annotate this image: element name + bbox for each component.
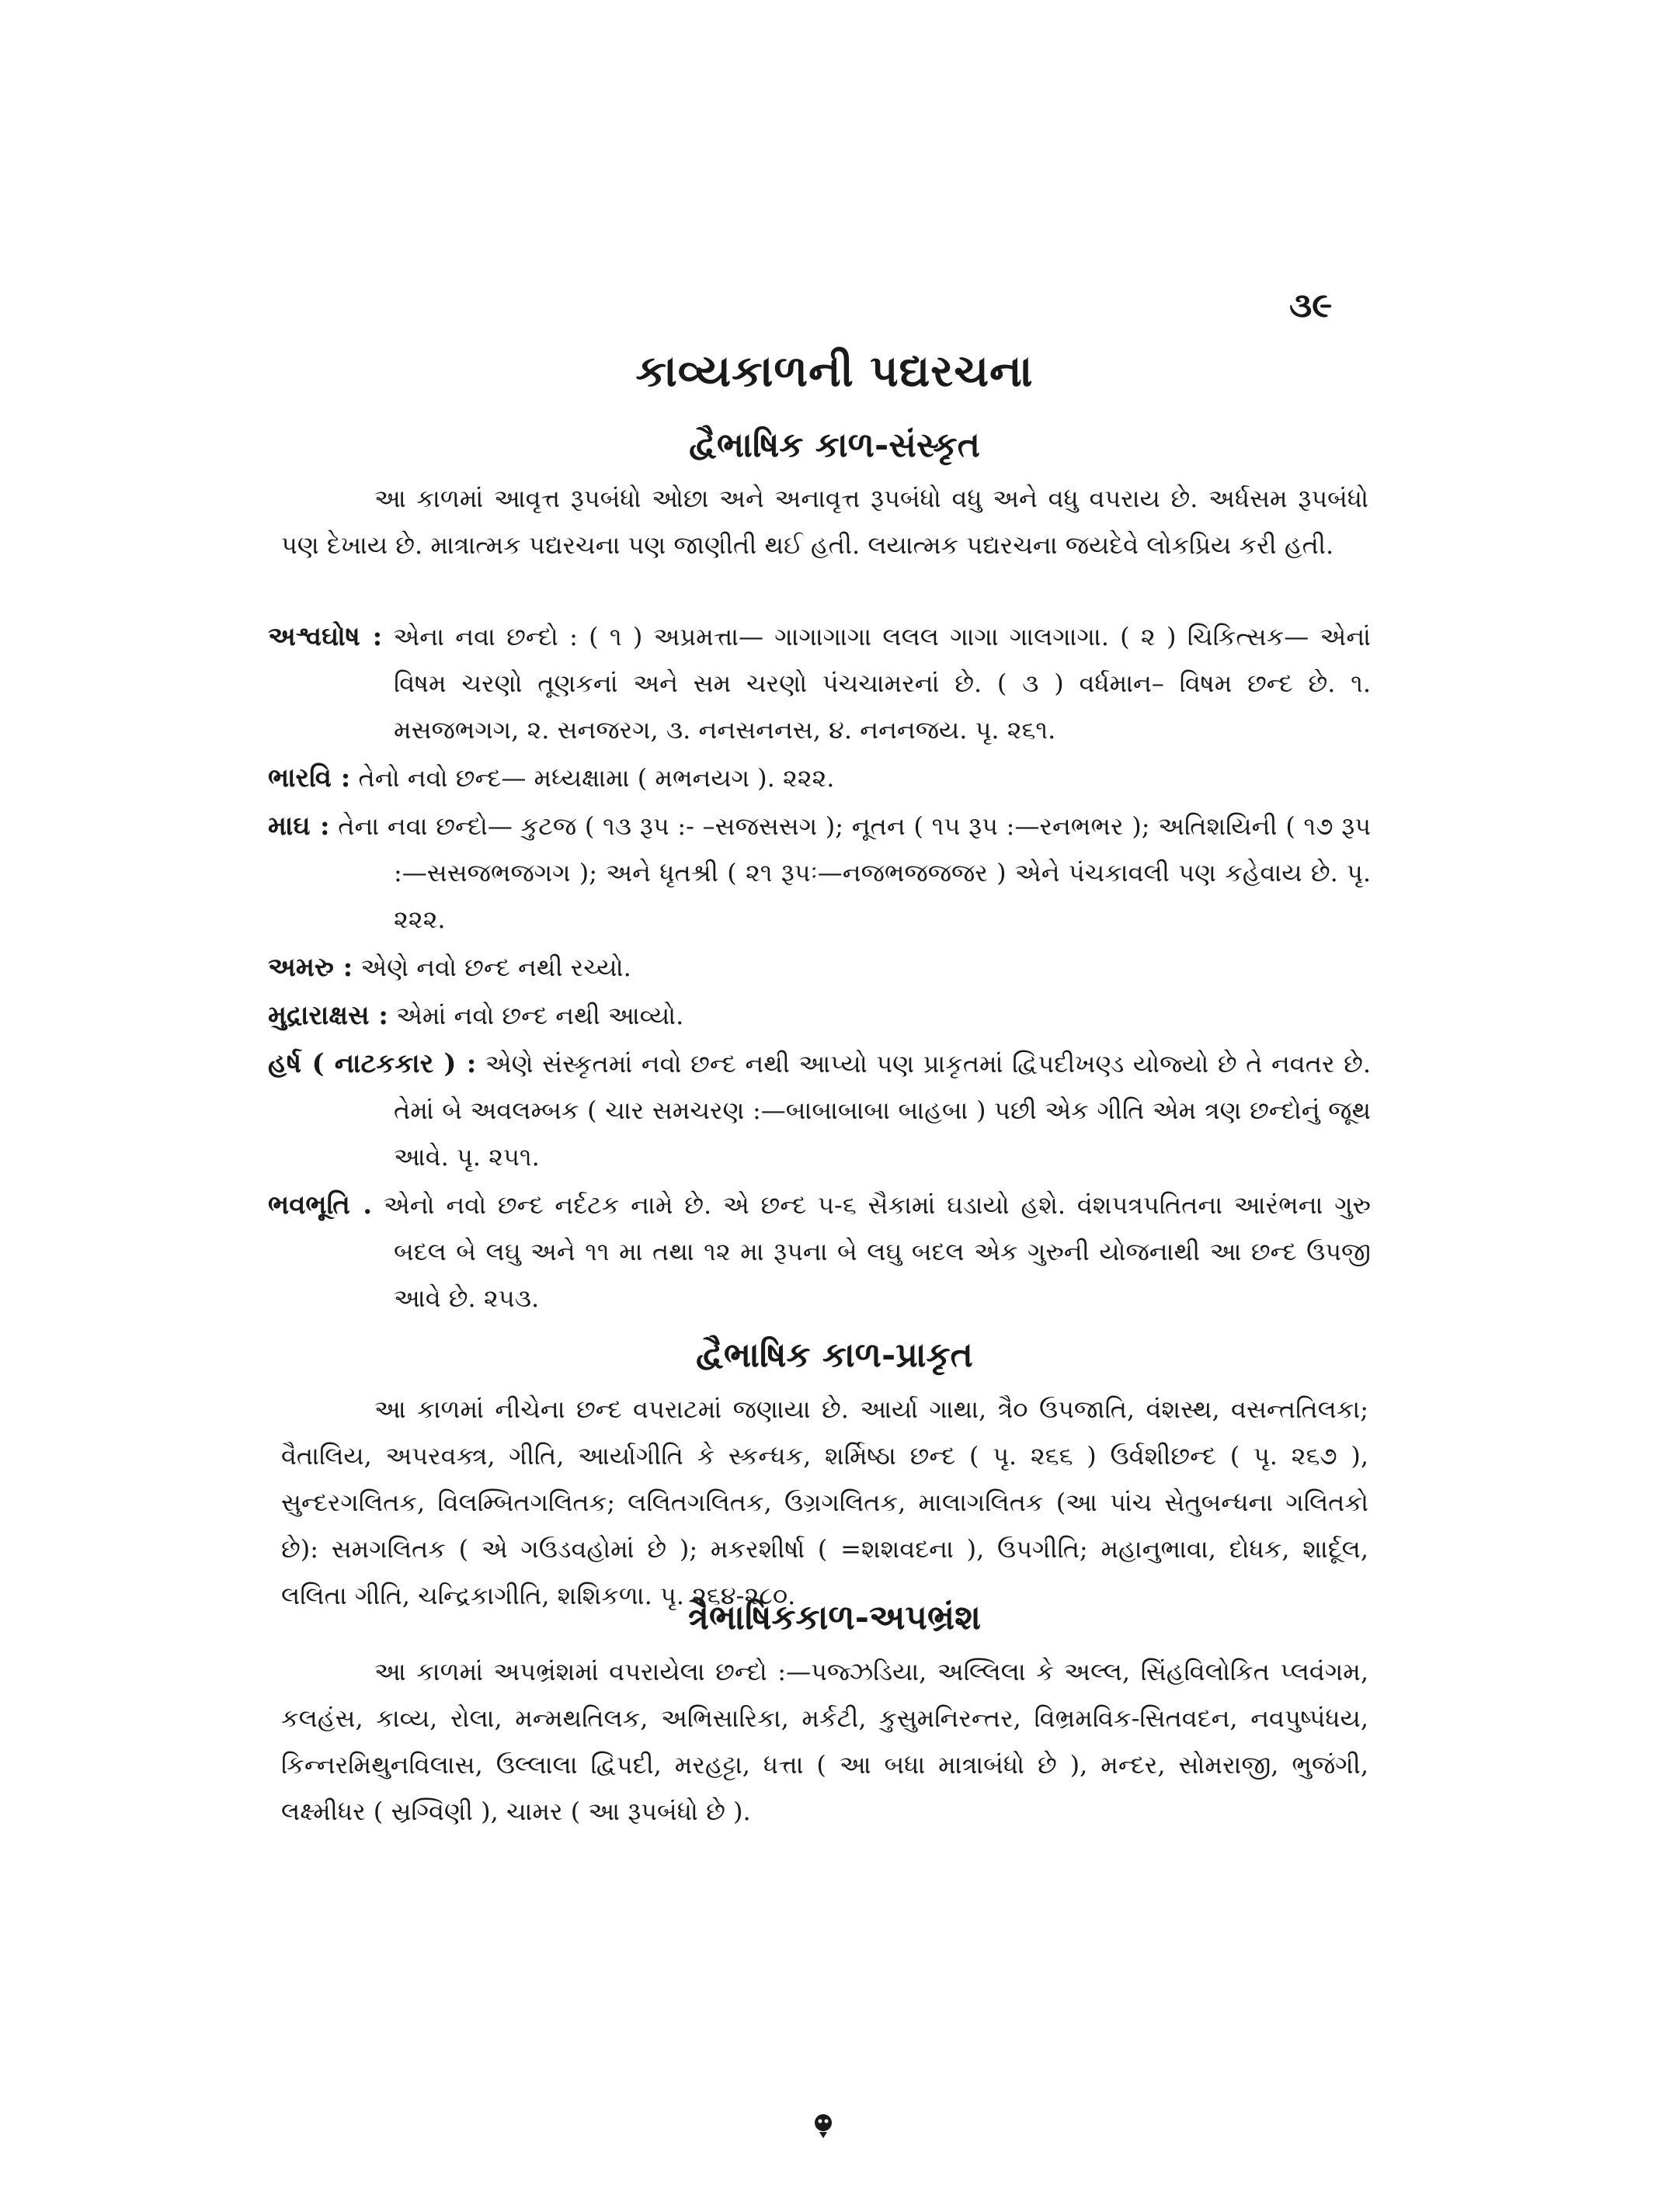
section-heading-sanskrit: દ્વૈભાષિક કાળ-સંસ્કૃત: [689, 425, 980, 465]
section-heading-apabhramsha: ત્રૈભાષિકકાળ-અપભ્રંશ: [687, 1598, 982, 1637]
entry-text: એનો નવો છન્દ નર્દટક નામે છે. એ છન્દ ૫-૬ સૈકામાં ઘડાયો હશે. વંશપત્રપતિતના આરંભના ગુરુ બદલ બે લઘુ અને ૧૧ મા તથા ૧૨ મા રૂપના બે લઘુ બદલ એક ગુરુની યોજનાથી આ છન્દ ઉપજી આવે છે. ૨૫૩.: [383, 1190, 1372, 1313]
entry-text: એના નવા છન્દો : ( ૧ ) અપ્રમત્તા— ગાગાગાગા લલલ ગાગા ગાલગાગા. ( ૨ ) ચિકિત્સક— એનાં વિષમ ચરણો તૂણકનાં અને સમ ચરણો પંચચામરનાં છે. ( ૩ ) વર્ધમાન– વિષમ છન્દ છે. ૧. મસજભગગ, ૨. સનજરગ, ૩. નનસનનસ, ૪. નનનજય. પૃ. ૨૬૧.: [393, 622, 1372, 745]
page-title: કાવ્યકાળની પદ્યરચના: [635, 346, 1034, 397]
entry-name: મુદ્રારાક્ષસ :: [268, 1000, 388, 1031]
entry-mudrarakshas: [268, 992, 1371, 1039]
entry-text: તેના નવા છન્દો— કુટજ ( ૧૩ રૂપ :- –સજસસગ ); નૂતન ( ૧૫ રૂપ :—રનભભર ); અતિશયિની ( ૧૭ રૂપ :—સસજભજગગ ); અને ધૃતશ્રી ( ૨૧ રૂપઃ—નજભજજજર ) એને પંચકાવલી પણ કહેવાય છે. પૃ. ૨૨૨.: [338, 811, 1371, 934]
section-paragraph-prakrit: આ કાળમાં નીચેના છન્દ વપરાટમાં જણાયા છે. આર્યા ગાથા, ત્રૈ૦ ઉપજાતિ, વંશસ્થ, વસન્તતિલકા; વૈતાલિય, અપરવક્ત્ર, ગીતિ, આર્યાગીતિ કે સ્કન્ધક, શર્મિષ્ઠા છન્દ ( પૃ. ૨૬૬ ) ઉર્વશીછન્દ ( પૃ. ૨૬૭ ), સુન્દરગલિતક, વિલમ્બિતગલિતક; લલિતગલિતક, ઉગ્રગલિતક, માલાગલિતક (આ પાંચ સેતુબન્ધના ગલિતકો છે): સમગલિતક ( એ ગઉડવહોમાં છે ); મકરશીર્ષા ( =શશવદના ), ઉપગીતિ; મહાનુભાવા, દોધક, શાર્દૂલ, લલિતા ગીતિ, ચન્દ્રિકાગીતિ, શશિકળા. પૃ. ૨૬૪-૨૮૦.: [281, 1394, 1368, 1610]
entry-harsh: [268, 1040, 1371, 1180]
entry-text: એણે નવો છન્દ નથી રચ્યો.: [360, 953, 631, 982]
entry-name: માઘ :: [268, 811, 330, 842]
section-paragraph-apabhramsha: આ કાળમાં અપભ્રંશમાં વપરાયેલા છન્દો :—પજ્ઝડિયા, અલ્લિલા કે અલ્લ, સિંહવિલોકિત પ્લવંગમ, કલહંસ, કાવ્ય, રોલા, મન્મથતિલક, અભિસારિકા, મર્કટી, કુસુમનિરન્તર, વિભ્રમવિક-સિતવદન, નવપુષ્પંધય, કિન્નરમિથુનવિલાસ, ઉલ્લાલા દ્વિપદી, મરહટ્ટા, ધત્તા ( આ બધા માત્રાબંધો છે ), મન્દર, સોમરાજી, ભુજંગી, લક્ષ્મીધર ( સ્રગ્વિણી ), ચામર ( આ રૂપબંધો છે ).: [281, 1657, 1368, 1826]
section-heading-prakrit: દ્વૈભાષિક કાળ-પ્રાકૃત: [696, 1335, 973, 1375]
entry-text: એમાં નવો છન્દ નથી આવ્યો.: [396, 1001, 684, 1030]
section-paragraph-sanskrit: આ કાળમાં આવૃત્ત રૂપબંધો ઓછા અને અનાવૃત્ત રૂપબંધો વધુ અને વધુ વપરાય છે. અર્ધસમ રૂપબંધો પણ દેખાય છે. માત્રાત્મક પદ્યરચના પણ જાણીતી થઈ હતી. લયાત્મક પદ્યરચના જયદેવે લોકપ્રિય કરી હતી.: [281, 484, 1368, 560]
page-number: ૩૯: [1289, 286, 1333, 325]
entry-name: ભારવિ :: [268, 762, 351, 793]
entry-bhavabhuti: [268, 1182, 1371, 1321]
entry-bharavi: [268, 755, 1371, 801]
entry-magh: [268, 803, 1371, 943]
entry-text: તેનો નવો છન્દ— મધ્યક્ષામા ( મભનયગ ). ૨૨૨.: [358, 763, 835, 793]
entry-name: હર્ષ ( નાટકકાર ) :: [268, 1048, 477, 1079]
entry-ashvaghosh: [268, 613, 1371, 753]
poet-entries: [268, 613, 1371, 1323]
entry-name: અમરુ :: [268, 952, 353, 983]
entry-text: એણે સંસ્કૃતમાં નવો છન્દ નથી આપ્યો પણ પ્રાકૃતમાં દ્વિપદીખણ્ડ યોજ્યો છે તે નવતર છે. તેમાં બે અવલમ્બક ( ચાર સમચરણ :—બાબાબાબા બાહબા ) પછી એક ગીતિ એમ ત્રણ છન્દોનું જૂથ આવે. પૃ. ૨૫૧.: [394, 1049, 1371, 1172]
entry-name: ભવભૂતિ .: [268, 1189, 373, 1221]
entry-name: અશ્વઘોષ :: [268, 621, 383, 652]
entry-amaru: [268, 944, 1371, 991]
printer-ornament-icon: [809, 2112, 837, 2140]
